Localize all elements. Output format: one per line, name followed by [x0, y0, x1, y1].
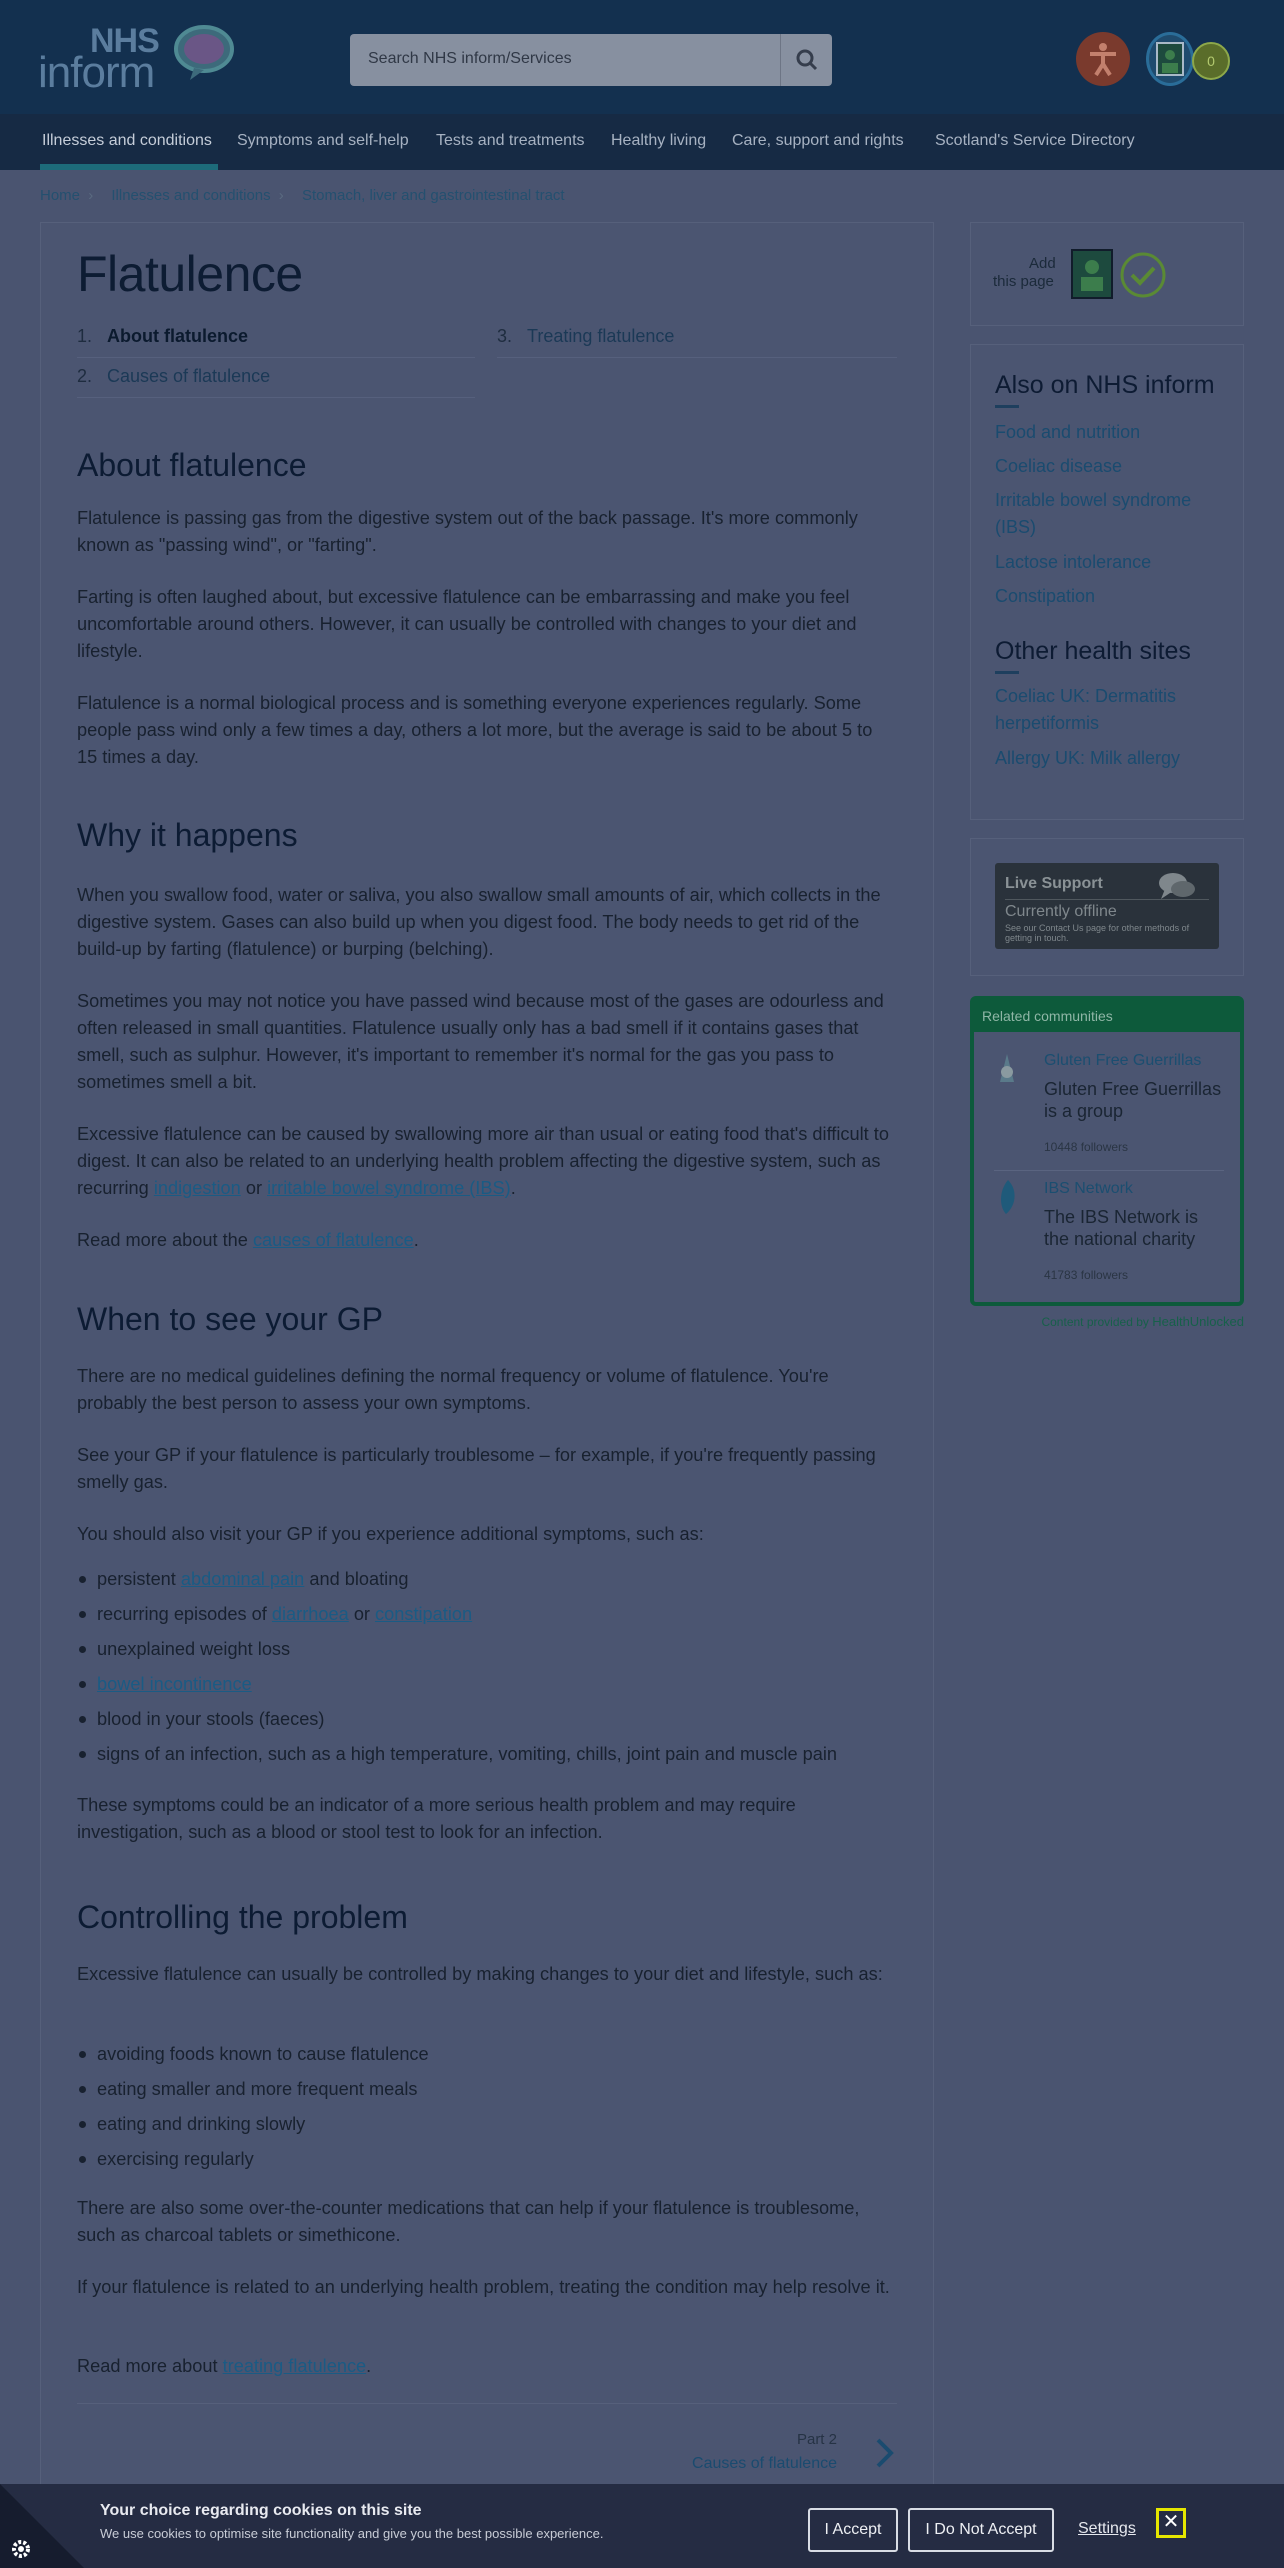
text: . [510, 1178, 516, 1198]
content-provider-credit [970, 1314, 1244, 1329]
link-ibs[interactable]: irritable bowel syndrome (IBS) [267, 1178, 511, 1198]
community-description: Gluten Free Guerrillas is a group [1044, 1079, 1222, 1121]
text: and bloating [304, 1569, 409, 1589]
cookie-title: Your choice regarding cookies on this site [100, 2502, 422, 2519]
add-page-text: this page [993, 273, 1054, 290]
paragraph: When you swallow food, water or saliva, you also swallow small amounts of air, which collects in the digestive system. Gases can also build up when you digest food. The body needs to get rid of the build-up by farting (flatulence) or burping (belching). [77, 885, 881, 959]
paragraph: There are no medical guidelines defining the normal frequency or volume of flatulence. You're probably the best person to assess your own symptoms. [77, 1366, 829, 1413]
paragraph: Excessive flatulence can usually be controlled by making changes to your diet and lifestyle, such as: [77, 1964, 883, 1984]
link-food-and-nutrition[interactable]: Food and nutrition [995, 422, 1141, 442]
nav-care-support-and-rights[interactable]: Care, support and rights [732, 132, 904, 149]
link-abdominal-pain[interactable]: abdominal pain [180, 1569, 305, 1589]
divider [1005, 899, 1209, 900]
link-coeliac-disease[interactable]: Coeliac disease [995, 456, 1123, 476]
link-ibs[interactable]: Irritable bowel syndrome (IBS) [995, 490, 1192, 537]
text: Read more about the [77, 1230, 253, 1250]
nav-illnesses-and-conditions[interactable]: Illnesses and conditions [42, 132, 212, 149]
gear-icon[interactable] [10, 2538, 32, 2560]
control-list [77, 2037, 917, 2177]
ibs-network-logo-icon [994, 1178, 1020, 1218]
paragraph [77, 2353, 897, 2380]
section-heading-control: Controlling the problem [77, 1899, 408, 1935]
toc-number: 2. [77, 366, 93, 386]
text: Excessive flatulence can be caused by swallowing more air than usual or eating food that's difficult to digest. It can also be related to an underlying health problem affecting the digestive system, such as recurring [77, 1124, 889, 1198]
divider [994, 1170, 1224, 1171]
toc-divider [77, 397, 475, 398]
search-input[interactable]: Search NHS inform/Services [368, 50, 572, 67]
heading-rule [995, 671, 1019, 674]
paragraph: If your flatulence is related to an underlying health problem, treating the condition may help resolve it. [77, 2277, 890, 2297]
paragraph [77, 1121, 897, 1202]
live-support-widget[interactable] [995, 863, 1219, 949]
paragraph: Sometimes you may not notice you have passed wind because most of the gases are odourless and often released in small quantities. Flatulence usually only has a bad smell if it contains gases that smell, such as sulphur. However, it's important to remember it's normal for the gas you pass to sometimes smell a bit. [77, 991, 884, 1092]
main-navigation [0, 114, 1284, 170]
nav-service-directory[interactable]: Scotland's Service Directory [935, 132, 1135, 149]
community-followers: 10448 followers [1044, 1140, 1129, 1154]
link-indigestion[interactable]: indigestion [153, 1178, 241, 1198]
site-header [0, 0, 1284, 114]
list-item [77, 1667, 917, 1702]
heading-rule [995, 405, 1019, 408]
paragraph: Flatulence is a normal biological process and is something everyone experiences regularly. Some people pass wind only a few times a day, others a lot more, but the average is said to be about 5 to 15 times a day. [77, 693, 873, 767]
speech-bubble-logo-icon [172, 24, 236, 82]
list-item: exercising regularly [77, 2142, 917, 2177]
paragraph [77, 1227, 897, 1254]
chevron-right-icon [873, 2435, 897, 2471]
pager-divider [77, 2403, 897, 2404]
article-card [40, 222, 934, 2522]
toc-item-1 [77, 326, 248, 347]
link-bowel-incontinence[interactable]: bowel incontinence [97, 1674, 252, 1694]
cookie-description: We use cookies to optimise site functionality and give you the best possible experience. [100, 2526, 604, 2541]
live-support-title: Live Support [1005, 875, 1103, 892]
page-title: Flatulence [77, 246, 303, 302]
community-followers: 41783 followers [1044, 1268, 1129, 1282]
chevron-right-icon: › [278, 187, 284, 204]
link-constipation[interactable]: constipation [375, 1604, 473, 1624]
user-profile-icon [1149, 35, 1191, 83]
link-treating-flatulence[interactable]: treating flatulence [222, 2356, 367, 2376]
text: or [240, 1178, 268, 1198]
link-diarrhoea[interactable]: diarrhoea [271, 1604, 349, 1624]
section-heading-gp: When to see your GP [77, 1301, 383, 1337]
pager-part-label: Part 2 [796, 2431, 837, 2448]
toc-item-2[interactable] [77, 366, 270, 387]
also-on-heading: Also on NHS inform [995, 371, 1215, 399]
logo-inform-text: inform [38, 48, 155, 97]
nav-symptoms-and-self-help[interactable]: Symptoms and self-help [237, 132, 409, 149]
link-causes-of-flatulence[interactable]: causes of flatulence [252, 1230, 414, 1250]
paragraph: Flatulence is passing gas from the digestive system out of the back passage. It's more commonly known as "passing wind", or "farting". [77, 508, 858, 555]
search-box[interactable] [350, 34, 832, 86]
pager-title: Causes of flatulence [692, 2455, 837, 2472]
search-button[interactable] [780, 34, 832, 86]
add-this-page-card[interactable] [970, 222, 1244, 326]
list-item: signs of an infection, such as a high temperature, vomiting, chills, joint pain and muscle pain [77, 1737, 917, 1772]
link-lactose-intolerance[interactable]: Lactose intolerance [995, 552, 1152, 572]
toc-number: 3. [497, 326, 513, 346]
search-icon [781, 34, 833, 86]
text: or [348, 1604, 376, 1624]
accessibility-button[interactable] [1076, 32, 1130, 86]
nav-active-indicator [40, 164, 218, 170]
chevron-right-icon: › [88, 187, 94, 204]
breadcrumb-illnesses[interactable]: Illnesses and conditions [111, 187, 271, 204]
toc-divider [497, 357, 897, 358]
list-item [77, 1562, 917, 1597]
breadcrumb [40, 187, 565, 204]
provided-by-text: Content provided by [1041, 1315, 1149, 1329]
close-icon[interactable]: ✕ [1156, 2508, 1186, 2538]
text: Read more about [77, 2356, 223, 2376]
text: recurring episodes of [97, 1604, 272, 1624]
live-support-card [970, 838, 1244, 976]
accessibility-icon [1076, 32, 1130, 86]
toc-label: Treating flatulence [527, 326, 675, 346]
community-name[interactable]: Gluten Free Guerrillas [1044, 1052, 1202, 1069]
saved-pages-count-badge[interactable]: 0 [1192, 42, 1230, 80]
list-item: eating and drinking slowly [77, 2107, 917, 2142]
breadcrumb-stomach[interactable]: Stomach, liver and gastrointestinal tract [301, 187, 565, 204]
link-allergy-uk[interactable]: Allergy UK: Milk allergy [995, 748, 1181, 768]
paragraph: These symptoms could be an indicator of a more serious health problem and may require investigation, such as a blood or stool test to look for an infection. [77, 1795, 796, 1842]
community-description: The IBS Network is the national charity [1044, 1207, 1199, 1249]
decline-cookies-button[interactable]: I Do Not Accept [908, 2508, 1054, 2552]
add-page-text: Add [1029, 255, 1056, 272]
list-item: unexplained weight loss [77, 1632, 917, 1667]
paragraph: Farting is often laughed about, but excessive flatulence can be embarrassing and make you feel uncomfortable around others. However, it can usually be controlled with changes to your diet and lifestyle. [77, 587, 857, 661]
text: . [413, 1230, 419, 1250]
list-item [77, 1597, 917, 1632]
communities-header: Related communities [974, 1000, 1240, 1032]
text: . [366, 2356, 372, 2376]
nav-tests-and-treatments[interactable]: Tests and treatments [436, 132, 585, 149]
paragraph: You should also visit your GP if you experience additional symptoms, such as: [77, 1524, 704, 1544]
checkmark-icon [1119, 251, 1167, 299]
logo-nhs-text: NHS [90, 22, 159, 60]
toc-label: About flatulence [107, 326, 249, 346]
nav-healthy-living[interactable]: Healthy living [611, 132, 707, 149]
cookie-settings-link[interactable]: Settings [1078, 2520, 1136, 2537]
community-name[interactable]: IBS Network [1044, 1180, 1133, 1197]
section-heading-why: Why it happens [77, 817, 298, 853]
list-item: avoiding foods known to cause flatulence [77, 2037, 917, 2072]
paragraph: See your GP if your flatulence is particularly troublesome – for example, if you're frequently passing smelly gas. [77, 1445, 876, 1492]
text: persistent [97, 1569, 181, 1589]
toc-label: Causes of flatulence [107, 366, 271, 386]
my-account-button[interactable] [1146, 32, 1194, 86]
accept-cookies-button[interactable]: I Accept [808, 2508, 898, 2552]
cookie-consent-bar [0, 2484, 1284, 2568]
related-links-card [970, 344, 1244, 820]
live-support-status: Currently offline [1005, 903, 1117, 920]
toc-item-3[interactable] [497, 326, 674, 347]
list-item: eating smaller and more frequent meals [77, 2072, 917, 2107]
healthunlocked-link[interactable]: HealthUnlocked [1152, 1314, 1244, 1329]
paragraph: There are also some over-the-counter medications that can help if your flatulence is troublesome, such as charcoal tablets or simethicone. [77, 2198, 860, 2245]
symptom-list [77, 1562, 917, 1772]
list-item: blood in your stools (faeces) [77, 1702, 917, 1737]
link-coeliac-uk[interactable]: Coeliac UK: Dermatitis herpetiformis [995, 686, 1177, 733]
related-communities-widget [970, 996, 1244, 1306]
breadcrumb-home[interactable]: Home [40, 187, 81, 204]
section-heading-about: About flatulence [77, 447, 307, 483]
other-sites-heading: Other health sites [995, 637, 1191, 665]
toc-divider [77, 357, 475, 358]
toc-number: 1. [77, 326, 93, 346]
user-profile-icon [1071, 249, 1113, 299]
live-support-note: See our Contact Us page for other methods of getting in touch. [1005, 923, 1190, 943]
gluten-free-guerrillas-logo-icon [994, 1052, 1020, 1092]
nhs-inform-logo[interactable] [38, 22, 238, 97]
link-constipation[interactable]: Constipation [995, 586, 1096, 606]
